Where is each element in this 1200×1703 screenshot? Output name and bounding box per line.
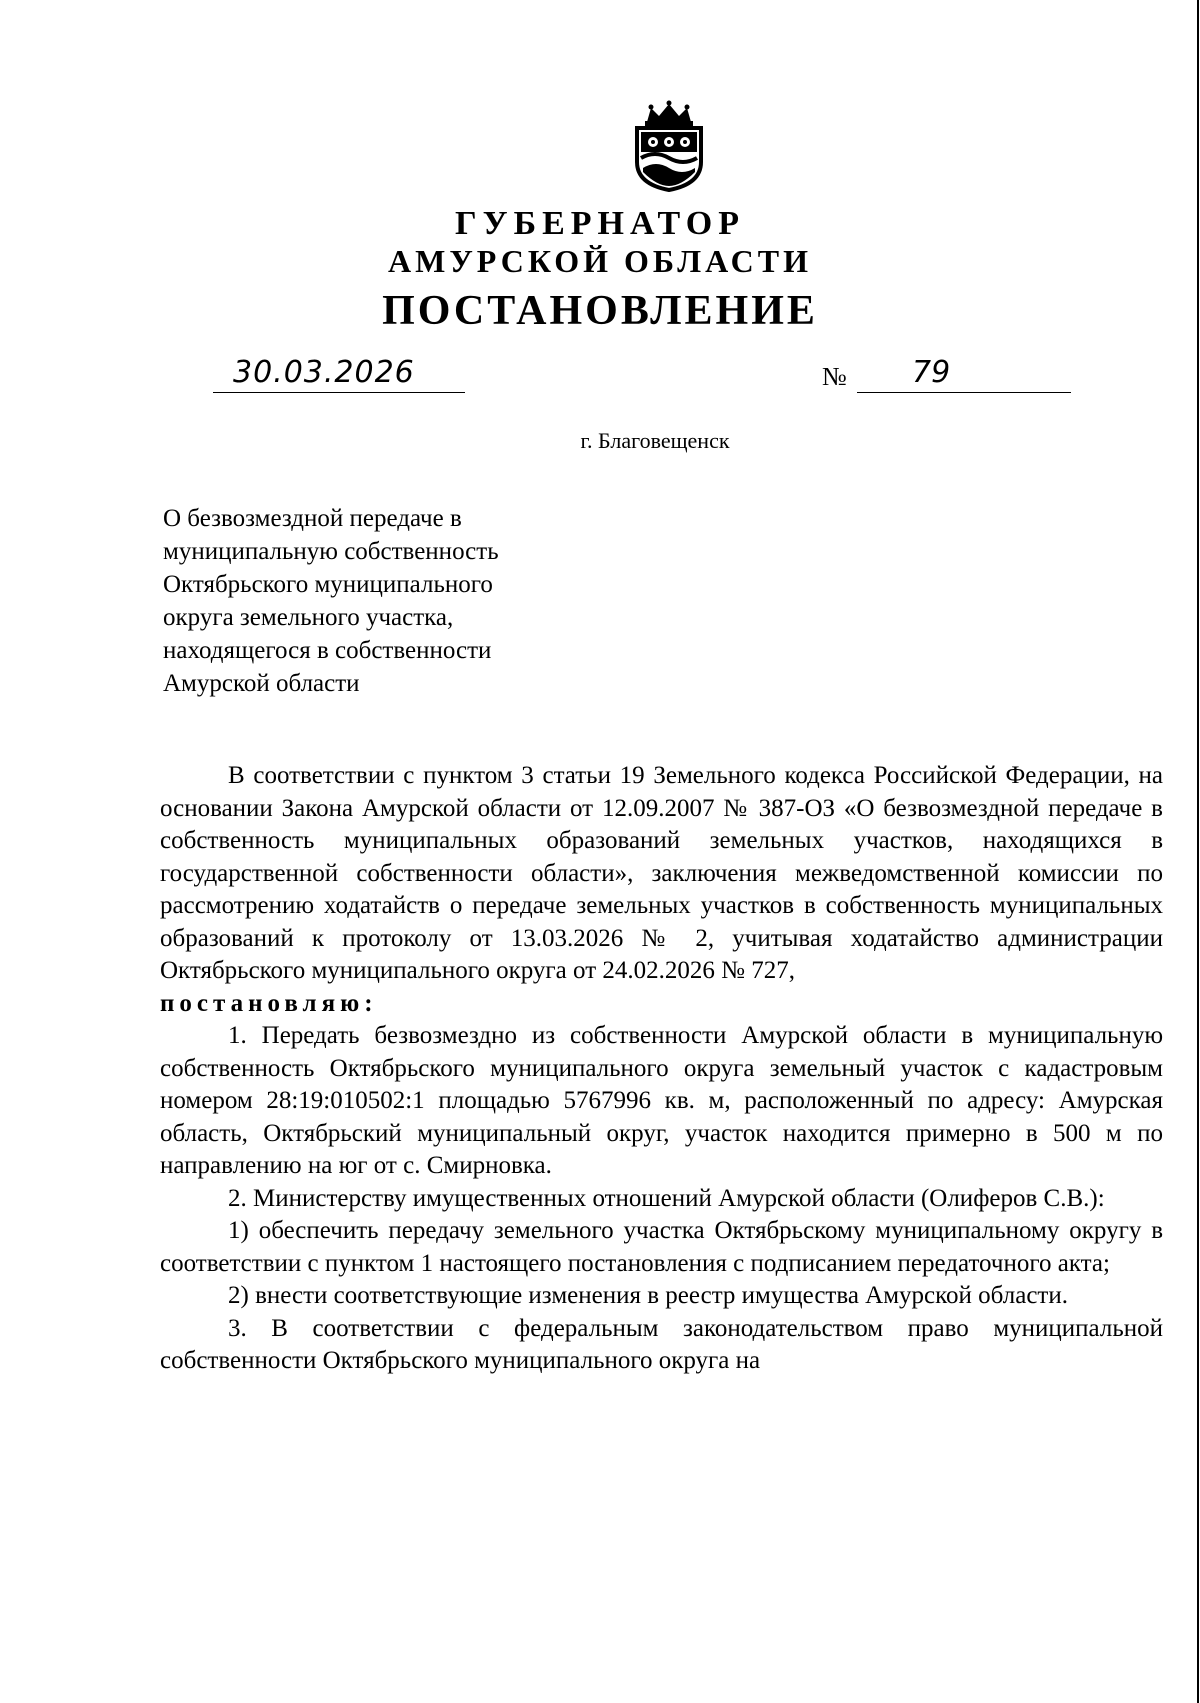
- preamble-paragraph: В соответствии с пунктом 3 статьи 19 Земельного кодекса Российской Федерации, на основании Закона Амурской области от 12.09.2007 № 387-ОЗ «О безвозмездной передаче в собственность муниципальных образований земельных участков, находящихся в государственной собственности области», заключения межведомственной комиссии по рассмотрению ходатайств о передаче земельных участков в собственность муниципальных образований к протоколу от 13.03.2026 № 2, учитывая ходатайство администрации Октябрьского муниципального округа от 24.02.2026 № 727,: [160, 762, 1163, 984]
- clause-2-item-2: 2) внести соответствующие изменения в реестр имущества Амурской области.: [228, 1282, 1068, 1309]
- date-field: [213, 356, 465, 393]
- city-line: г. Благовещенск: [580, 428, 730, 453]
- coat-of-arms-icon: [631, 100, 707, 192]
- subject-line: О безвозмездной передаче в: [163, 505, 462, 532]
- clause-2: 2. Министерству имущественных отношений Амурской области (Олиферов С.В.):: [228, 1184, 1105, 1212]
- subject-line: находящегося в собственности: [163, 637, 492, 664]
- authority-title: ГУБЕРНАТОР: [455, 205, 745, 242]
- document-subject: [163, 502, 633, 700]
- handwritten-number: 79: [912, 355, 951, 390]
- subject-line: муниципальную собственность: [163, 538, 499, 565]
- handwritten-date: 30.03.2026: [233, 355, 415, 390]
- clause-2-item-1: 1) обеспечить передачу земельного участка Октябрьскому муниципальному округу в соответствии с пунктом 1 настоящего постановления с подписанием передаточного акта;: [160, 1217, 1163, 1277]
- clause-3: 3. В соответствии с федеральным законодательством право муниципальной собственности Октябрьского муниципального округа на: [160, 1314, 1163, 1374]
- decree-word: постановляю:: [160, 989, 378, 1017]
- document-type-title: ПОСТАНОВЛЕНИЕ: [382, 288, 818, 334]
- number-field: [857, 356, 1071, 393]
- document-body: [160, 760, 1163, 1378]
- clause-1: 1. Передать безвозмездно из собственности Амурской области в муниципальную собственность Октябрьского муниципального округа земельный участок с кадастровым номером 28:19:010502:1 площадью 5767996 кв. м, расположенный по адресу: Амурская область, Октябрьский муниципальный округ, участок находится примерно в 500 м по направлению на юг от с. Смирновка.: [160, 1022, 1163, 1179]
- subject-line: Октябрьского муниципального: [163, 571, 493, 598]
- subject-line: округа земельного участка,: [163, 604, 454, 631]
- region-title: АМУРСКОЙ ОБЛАСТИ: [388, 243, 812, 279]
- number-sign: №: [822, 362, 847, 391]
- subject-line: Амурской области: [163, 670, 360, 697]
